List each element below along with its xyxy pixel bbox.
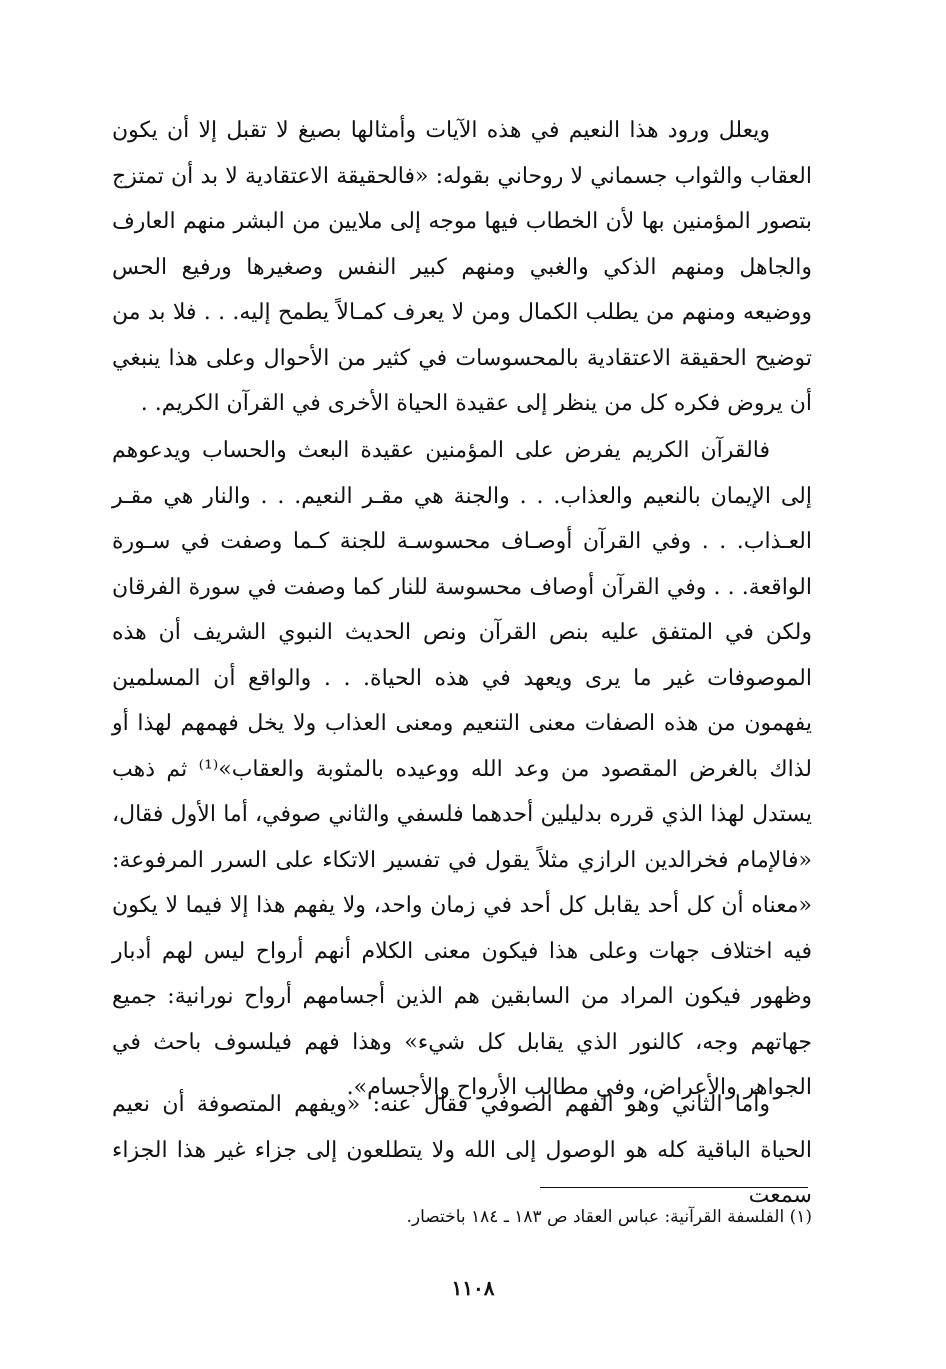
footnote: (١) الفلسفة القرآنية: عباس العقاد ص ١٨٣ ـ ١٨٤ باختصار. [406, 1207, 812, 1227]
body-paragraph-2 [112, 428, 812, 1111]
page-number: ١١٠٨ [451, 1276, 495, 1300]
paragraph-text-2: فالقرآن الكريم يفرض على المؤمنين عقيدة البعث والحساب ويدعوهم إلى الإيمان بالنعيم والعذاب. . . والجنة هي مقـر النعيم. . . والنار هي مقـر العـذاب. . . وفي القرآن أوصـاف محسوسـة للجنة كـما وصفت في سـورة الواقعة. . . وفي القرآن أوصاف محسوسة للنار كما وصفت في سورة الفرقان ولكن في المتفق عليه بنص القرآن ونص الحديث النبوي الشريف أن هذه الموصوفات غير ما يرى ويعهد في هذه الحياة. . . والواقع أن المسلمين يفهمون من هذه الصفات معنى التنعيم ومعنى العذاب ولا يخل فهمهم لهذا أو لذاك بالغرض المقصود من وعد الله ووعيده بالمثوبة والعقاب»⁽¹⁾ ثم ذهب يستدل لهذا الذي قرره بدليلين أحدهما فلسفي والثاني صوفي، أما الأول فقال، «فالإمام فخرالدين الرازي مثلاً يقول في تفسير الاتكاء على السرر المرفوعة: «معناه أن كل أحد يقابل كل أحد في زمان واحد، ولا يفهم هذا إلا فيما لا يكون فيه اختلاف جهات وعلى هذا فيكون معنى الكلام أنهم أرواح ليس لهم أدبار وظهور فيكون المراد من السابقين هم الذين أجسامهم أرواح نورانية: جميع جهاتهم وجه، كالنور الذي يقابل كل شيء» وهذا فهم فيلسوف باحث في الجواهر والأعراض، وفي مطالب الأرواح والأجسام». [112, 438, 812, 1100]
body-paragraph-1 [112, 108, 812, 427]
paragraph-text-1: ويعلل ورود هذا النعيم في هذه الآيات وأمثالها بصيغ لا تقبل إلا أن يكون العقاب والثواب جسماني لا روحاني بقوله: «فالحقيقة الاعتقادية لا بد أن تمتزج بتصور المؤمنين بها لأن الخطاب فيها موجه إلى ملايين من البشر منهم العارف والجاهل ومنهم الذكي والغبي ومنهم كبير النفس وصغيرها ورفيع الحس ووضيعه ومنهم من يطلب الكمال ومن لا يعرف كمـالاً يطمح إليه. . . فلا بد من توضيح الحقيقة الاعتقادية بالمحسوسات في كثير من الأحوال وعلى هذا ينبغي أن يروض فكره كل من ينظر إلى عقيدة الحياة الأخرى في القرآن الكريم. . [112, 118, 812, 416]
paragraph-text-3: وأما الثاني وهو الفهم الصوفي فقال عنه: «ويفهم المتصوفة أن نعيم الحياة الباقية كله هو الوصول إلى الله ولا يتطلعون إلى جزاء غير هذا الجزاء سمعت [112, 1092, 812, 1208]
footnote-divider [540, 1187, 808, 1188]
body-paragraph-3 [112, 1082, 812, 1219]
